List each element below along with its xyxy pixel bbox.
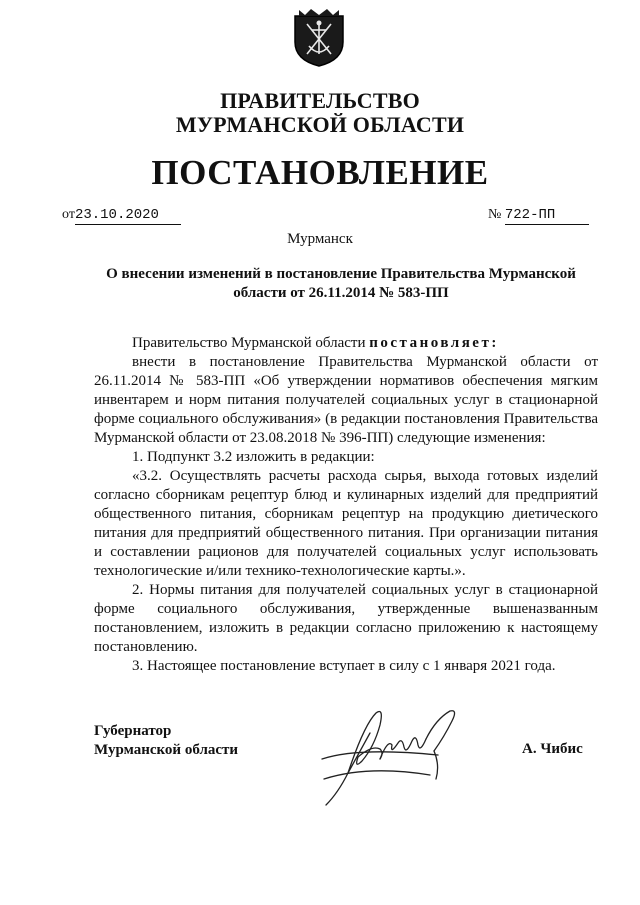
- signatory-title: [94, 722, 238, 760]
- document-type-title: ПОСТАНОВЛЕНИЕ: [151, 153, 489, 192]
- subject-line1: О внесении изменений в постановление Правительства Мурманской: [106, 266, 576, 282]
- subject-line2: области от 26.11.2014 № 583-ПП: [233, 285, 449, 301]
- item-1-quote: «3.2. Осуществлять расчеты расхода сырья, выхода готовых изделий согласно сборникам рецептур блюд и кулинарных изделий для предприятий общественного питания, сборникам рецептур на продукцию диетического питания для предприятий общественного питания. При организации питания и составлении рационов для получателей социальных услуг использовать технологические и/или технико-технологические карты.».: [94, 468, 598, 579]
- signatory-name: А. Чибис: [522, 741, 583, 757]
- paragraph-1: внести в постановление Правительства Мурманской области от 26.11.2014 № 583-ПП «Об утверждении нормативов обеспечения мягким инвентарем и норм питания получателей социальных услуг в стационарной форме социального обслуживания» (в редакции постановления Правительства Мурманской области от 23.08.2018 № 396-ПП) следующие изменения:: [94, 354, 598, 446]
- item-3: 3. Настоящее постановление вступает в силу с 1 января 2021 года.: [132, 658, 556, 674]
- intro-paragraph: [94, 334, 598, 353]
- handwritten-signature: [318, 695, 478, 815]
- city-label: Мурманск: [287, 231, 353, 247]
- decree-word: постановляет:: [369, 335, 499, 351]
- item-1: 1. Подпункт 3.2 изложить в редакции:: [132, 449, 375, 465]
- date-prefix: от: [62, 207, 75, 222]
- org-name-line2: МУРМАНСКОЙ ОБЛАСТИ: [175, 112, 465, 137]
- signatory-title-line2: Мурманской области: [94, 742, 239, 758]
- item-2: 2. Нормы питания для получателей социальных услуг в стационарной форме социального обслуживания, утвержденные вышеназванным постановлением, изложить в редакции согласно приложению к настоящему постановлению.: [94, 582, 598, 655]
- coat-of-arms-icon: [291, 6, 347, 68]
- document-number: 722-ПП: [505, 207, 589, 225]
- intro-text: Правительство Мурманской области: [132, 335, 370, 351]
- document-body: [94, 334, 598, 676]
- document-subject: [96, 265, 586, 303]
- number-prefix: №: [488, 207, 502, 222]
- number-field: [488, 207, 589, 225]
- document-date: 23.10.2020: [75, 207, 181, 225]
- signatory-title-line1: Губернатор: [94, 723, 172, 739]
- date-field: [62, 207, 181, 225]
- org-name-line1: ПРАВИТЕЛЬСТВО: [220, 88, 420, 113]
